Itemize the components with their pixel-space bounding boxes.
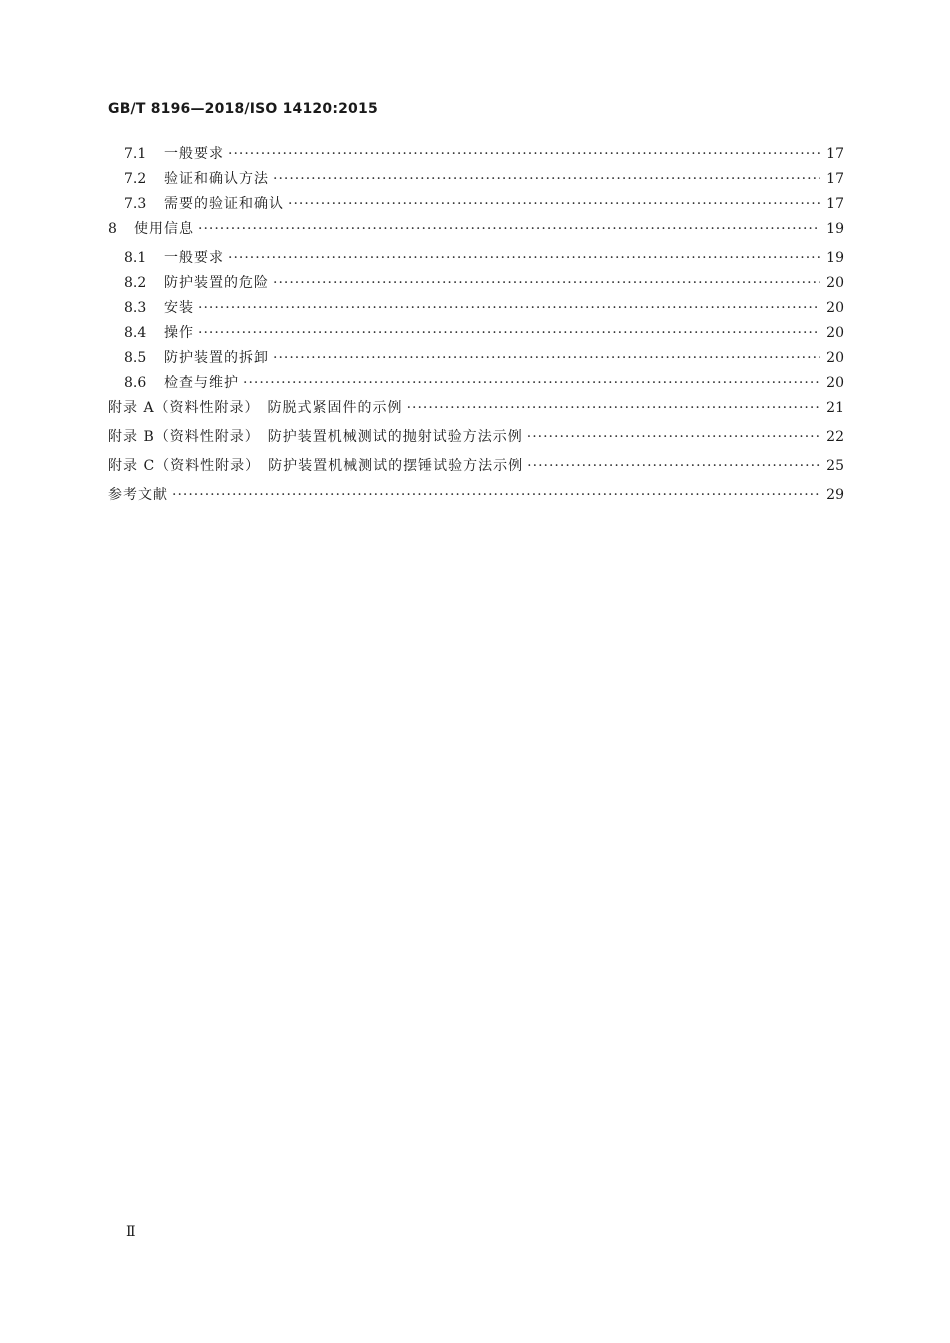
toc-entry[interactable]: [108, 168, 844, 193]
toc-number: 8.4: [124, 325, 147, 341]
toc-leader: [228, 146, 820, 162]
toc-number: 7.2: [124, 171, 147, 187]
toc-entry-bibliography[interactable]: [108, 484, 844, 513]
toc-page-number: 20: [826, 375, 844, 391]
toc-leader: [243, 375, 820, 391]
toc-leader: [198, 300, 820, 316]
toc-number: 8.6: [124, 375, 147, 391]
toc-page-number: 20: [826, 300, 844, 316]
toc-title: 操作: [164, 325, 194, 341]
table-of-contents: [108, 143, 844, 513]
toc-title: 安装: [164, 300, 194, 316]
toc-number: 8.3: [124, 300, 147, 316]
toc-title: 一般要求: [164, 250, 224, 266]
toc-entry-annex-a[interactable]: [108, 397, 844, 426]
toc-leader: [273, 275, 820, 291]
toc-title: 附录 B（资料性附录） 防护装置机械测试的抛射试验方法示例: [108, 429, 523, 445]
toc-entry-annex-b[interactable]: [108, 426, 844, 455]
toc-entry[interactable]: [108, 272, 844, 297]
toc-title: 使用信息: [134, 221, 194, 237]
toc-number: 7.1: [124, 146, 147, 162]
toc-title: 防护装置的危险: [164, 275, 269, 291]
toc-title: 附录 C（资料性附录） 防护装置机械测试的摆锤试验方法示例: [108, 458, 524, 474]
toc-page-number: 19: [826, 221, 844, 237]
toc-page-number: 20: [826, 275, 844, 291]
toc-page-number: 29: [826, 487, 844, 503]
toc-entry[interactable]: [108, 218, 844, 247]
toc-number: 7.3: [124, 196, 147, 212]
toc-entry[interactable]: [108, 193, 844, 218]
page-number-roman: Ⅱ: [126, 1224, 136, 1240]
toc-entry[interactable]: [108, 143, 844, 168]
toc-title: 检查与维护: [164, 375, 239, 391]
toc-title: 验证和确认方法: [164, 171, 269, 187]
toc-title: 一般要求: [164, 146, 224, 162]
toc-number: 8.1: [124, 250, 147, 266]
toc-title: 附录 A（资料性附录） 防脱式紧固件的示例: [108, 400, 403, 416]
toc-leader: [527, 429, 820, 445]
toc-leader: [527, 458, 820, 474]
toc-number: 8: [108, 221, 117, 237]
toc-page-number: 20: [826, 325, 844, 341]
toc-title: 防护装置的拆卸: [164, 350, 269, 366]
toc-title: 需要的验证和确认: [164, 196, 284, 212]
toc-page-number: 19: [826, 250, 844, 266]
toc-page-number: 17: [826, 171, 844, 187]
toc-leader: [198, 221, 820, 237]
toc-entry[interactable]: [108, 322, 844, 347]
toc-leader: [273, 350, 820, 366]
toc-title: 参考文献: [108, 487, 168, 503]
toc-entry[interactable]: [108, 247, 844, 272]
toc-page-number: 22: [826, 429, 844, 445]
toc-entry-annex-c[interactable]: [108, 455, 844, 484]
toc-number: 8.5: [124, 350, 147, 366]
toc-number: 8.2: [124, 275, 147, 291]
toc-page-number: 17: [826, 146, 844, 162]
toc-entry[interactable]: [108, 372, 844, 397]
page-header: [108, 101, 378, 117]
toc-leader: [273, 171, 820, 187]
toc-leader: [407, 400, 820, 416]
toc-page-number: 25: [826, 458, 844, 474]
toc-entry[interactable]: [108, 297, 844, 322]
toc-page-number: 21: [826, 400, 844, 416]
toc-leader: [288, 196, 820, 212]
toc-leader: [172, 487, 820, 503]
toc-page-number: 17: [826, 196, 844, 212]
toc-leader: [228, 250, 820, 266]
standard-code: GB/T 8196—2018/ISO 14120:2015: [108, 101, 378, 117]
toc-page-number: 20: [826, 350, 844, 366]
toc-entry[interactable]: [108, 347, 844, 372]
toc-leader: [198, 325, 820, 341]
